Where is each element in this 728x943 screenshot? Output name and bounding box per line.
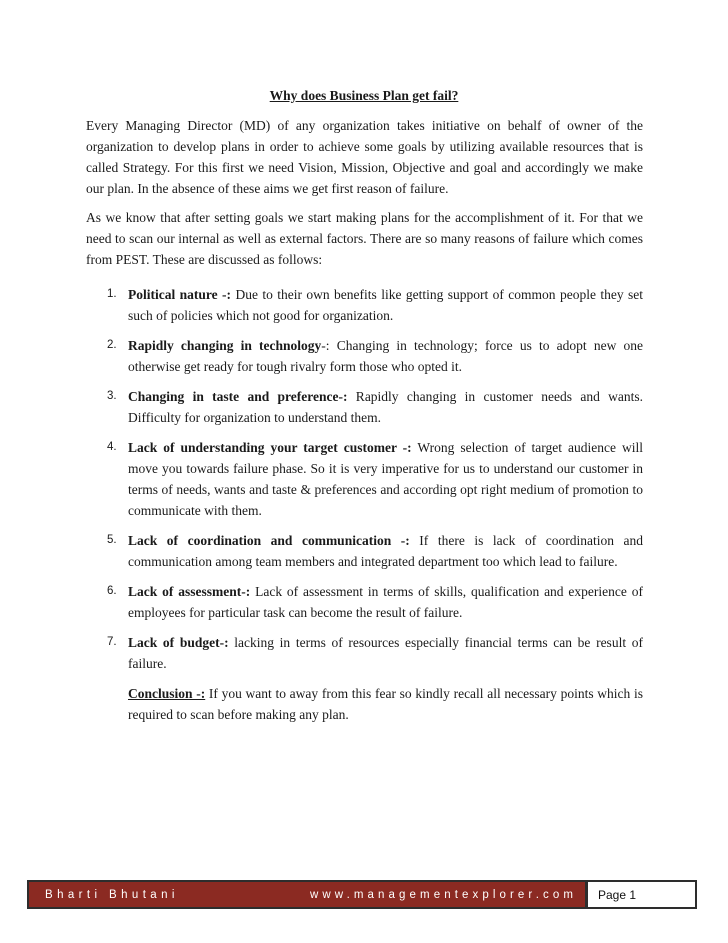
reason-text: Rapidly changing in customer needs and wants. Difficulty for organization to understand them. <box>128 389 643 425</box>
document-body <box>86 115 643 733</box>
list-number: 5. <box>107 534 117 546</box>
reason-heading: Lack of budget-: <box>128 635 229 650</box>
list-item <box>86 581 643 623</box>
conclusion-text: If you want to away from this fear so kindly recall all necessary points which is required to scan before making any plan. <box>128 686 643 722</box>
list-item <box>86 335 643 377</box>
reason-text: Due to their own benefits like getting support of common people they set such of policies which not good for organization. <box>128 287 643 323</box>
reason-text: Lack of assessment in terms of skills, qualification and experience of employees for particular task can become the result of failure. <box>128 584 643 620</box>
reason-heading: Lack of coordination and communication -: <box>128 533 410 548</box>
reason-heading: Changing in taste and preference-: <box>128 389 348 404</box>
reasons-list <box>86 284 643 674</box>
footer-author: Bharti Bhutani <box>45 888 179 901</box>
reason-heading: Rapidly changing in technology <box>128 338 322 353</box>
list-number: 4. <box>107 441 117 453</box>
page-footer <box>27 880 697 909</box>
list-item <box>86 284 643 326</box>
list-item <box>86 530 643 572</box>
conclusion-paragraph <box>86 683 643 725</box>
reason-text: Wrong selection of target audience will move you towards failure phase. So it is very imperative for us to understand our customer in terms of needs, wants and taste & preferences and according opt right medium of promotion to communicate with them. <box>128 440 643 518</box>
reason-heading: Political nature -: <box>128 287 232 302</box>
reason-text: lacking in terms of resources especially financial terms can be result of failure. <box>128 635 643 671</box>
reason-text: If there is lack of coordination and communication among team members and integrated department too which lead to failure. <box>128 533 643 569</box>
list-number: 1. <box>107 288 117 300</box>
list-item <box>86 437 643 521</box>
list-item <box>86 386 643 428</box>
reason-heading: Lack of understanding your target customer -: <box>128 440 412 455</box>
footer-website: www.managementexplorer.com <box>310 888 578 901</box>
intro-paragraph: Every Managing Director (MD) of any organization takes initiative on behalf of owner of the organization to develop plans in order to achieve some goals by utilizing available resources that is called Strategy. For this first we need Vision, Mission, Objective and goal and accordingly we make our plan. In the absence of these aims we get first reason of failure. <box>86 118 643 196</box>
page-number-box <box>585 882 695 907</box>
page-title: Why does Business Plan get fail? <box>269 88 459 103</box>
page-number: Page 1 <box>598 887 637 902</box>
list-item <box>86 632 643 674</box>
list-number: 3. <box>107 390 117 402</box>
pest-paragraph: As we know that after setting goals we start making plans for the accomplishment of it. For that we need to scan our internal as well as external factors. There are so many reasons of failure which comes from PEST. These are discussed as follows: <box>86 210 643 267</box>
footer-bar <box>29 882 585 907</box>
list-number: 2. <box>107 339 117 351</box>
reason-text: -: Changing in technology; force us to adopt new one otherwise get ready for tough rivalry form those who opted it. <box>128 338 643 374</box>
list-number: 6. <box>107 585 117 597</box>
list-number: 7. <box>107 636 117 648</box>
conclusion-heading: Conclusion -: <box>128 686 206 701</box>
reason-heading: Lack of assessment-: <box>128 584 251 599</box>
